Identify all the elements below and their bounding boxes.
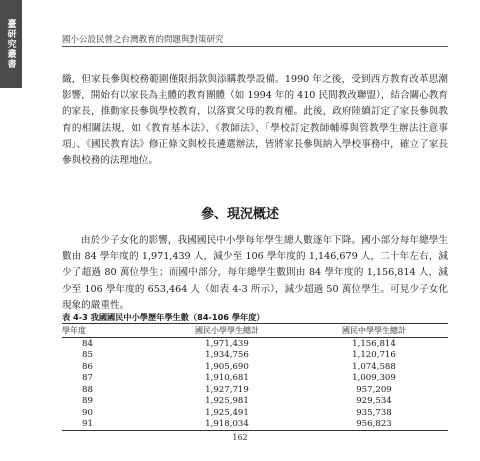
cell-junior-high: 1,009,309 — [352, 373, 396, 384]
table-row — [62, 350, 448, 362]
cell-year: 91 — [62, 419, 154, 431]
table-header-row — [62, 324, 448, 338]
cell-elementary: 1,910,681 — [205, 373, 249, 384]
table-caption: 表 4-3 我國國民中小學歷年學生數（84-106 學年度） — [62, 312, 265, 322]
table-row — [62, 373, 448, 385]
header-year: 學年度 — [62, 324, 154, 338]
cell-year: 88 — [82, 384, 93, 395]
table-row — [62, 338, 448, 350]
cell-junior-high: 1,074,588 — [352, 361, 396, 372]
cell-elementary: 1,934,756 — [205, 350, 249, 361]
paragraph-current-status: 由於少子女化的影響，我國國民中小學每年學生總人數逐年下降。國小部分每年總學生數由 84 學年度的 1,971,439 人，減少至 106 學年度的 1,146,679 人，二十年左右，減少了超過 80 萬位學生；而國中部分，每年總學生數則由 84 學年度的 1,156,814 人，減少至 106 學年度的 653,464 人（如表 4-3 所示），減少超過 50 萬位學生。可見少子女化現象的嚴重性。 — [62, 235, 448, 311]
cell-year: 90 — [82, 407, 93, 418]
cell-junior-high: 1,156,814 — [352, 338, 396, 349]
page-number: 162 — [232, 433, 248, 442]
cell-year: 85 — [82, 350, 93, 361]
cell-elementary: 1,927,719 — [205, 384, 249, 395]
cell-junior-high: 1,120,716 — [352, 350, 396, 361]
cell-year: 89 — [82, 396, 93, 407]
cell-junior-high: 935,738 — [356, 407, 392, 418]
cell-elementary: 1,925,491 — [205, 407, 249, 418]
table-row — [62, 396, 448, 408]
header-elementary-total: 國民小學學生總計 — [154, 324, 300, 338]
chapter-side-tab — [0, 0, 22, 88]
table-row — [62, 419, 448, 431]
table-row — [62, 407, 448, 419]
cell-elementary: 1,918,034 — [154, 419, 300, 431]
table-row — [62, 361, 448, 373]
cell-junior-high: 956,823 — [300, 419, 448, 431]
cell-elementary: 1,905,690 — [205, 361, 249, 372]
cell-elementary: 1,925,981 — [205, 396, 249, 407]
cell-junior-high: 957,209 — [356, 384, 392, 395]
cell-year: 86 — [82, 361, 93, 372]
table-row — [62, 384, 448, 396]
running-header: 國小公設民營之台灣教育的問題與對策研究 — [62, 35, 224, 45]
cell-year: 84 — [82, 338, 93, 349]
cell-year: 87 — [82, 373, 93, 384]
section-title: 參、現況概述 — [200, 207, 279, 222]
header-junior-high-total: 國民中學學生總計 — [300, 324, 448, 338]
header-rule — [62, 46, 448, 47]
paragraph-history: 織，但家長參與校務範圍僅限捐款與添購教學設備。1990 年之後，受到西方教育改革思潮影響，開始有以家長為主體的教育團體（如 1994 年的 410 民間教改聯盟），結合關心教育的家長，推動家長參與學校教育，以落實父母的教育權。此後，政府陸續訂定了家長參與教育的相關法規，如《教育基本法》、《教師法》、「學校訂定教師輔導與管教學生辦法注意事項」、《國民教育法》修正條文與校長遴選辦法，皆將家長參與納入學校事務中，確立了家長參與校務的法理地位。 — [62, 74, 448, 167]
cell-junior-high: 929,534 — [356, 396, 392, 407]
student-count-table — [62, 323, 448, 431]
side-tab-label: 臺研究叢書 — [5, 19, 16, 69]
cell-elementary: 1,971,439 — [205, 338, 249, 349]
